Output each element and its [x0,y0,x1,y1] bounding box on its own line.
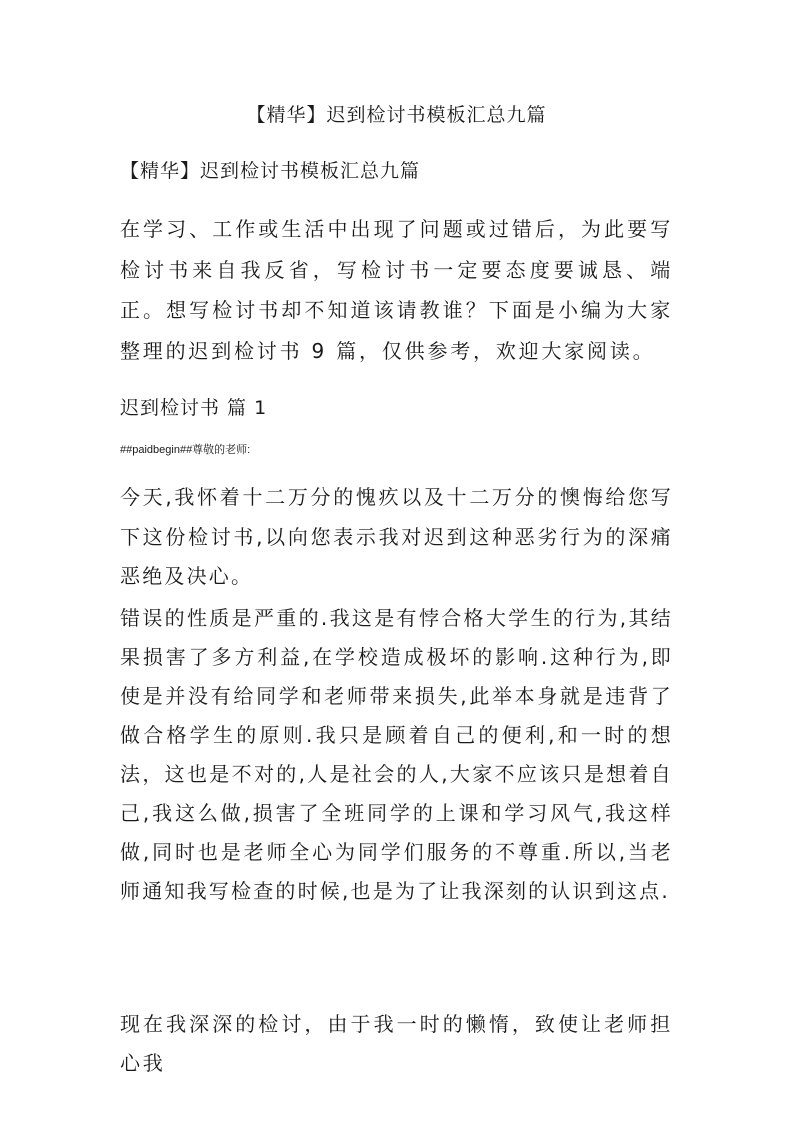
document-title: 【精华】迟到检讨书模板汇总九篇 [246,104,547,126]
section-heading: 迟到检讨书 篇 1 [120,397,268,419]
intro-paragraph: 在学习、工作或生活中出现了问题或过错后，为此要写检讨书来自我反省，写检讨书一定要态度要诚恳、端正。想写检讨书却不知道该请教谁？下面是小编为大家整理的迟到检讨书 9 篇，仅供参考，欢迎大家阅读。 [120,217,673,363]
salutation-line: ##paidbegin##尊敬的老师: [120,444,251,456]
body-paragraph-2: 错误的性质是严重的.我这是有悖合格大学生的行为,其结果损害了多方利益,在学校造成极坏的影响.这种行为,即使是并没有给同学和老师带来损失,此举本身就是违背了做合格学生的原则.我只是顾着自己的便利,和一时的想法，这也是不对的,人是社会的人,大家不应该只是想着自己,我这么做,损害了全班同学的上课和学习风气,我这样做,同时也是老师全心为同学们服务的不尊重.所以,当老师通知我写检查的时候,也是为了让我深刻的认识到这点. [120,606,673,903]
body-paragraph-3: 现在我深深的检讨，由于我一时的懒惰，致使让老师担心我 [120,1012,673,1075]
document-subtitle: 【精华】迟到检讨书模板汇总九篇 [120,160,421,182]
body-paragraph-1: 今天,我怀着十二万分的愧疚以及十二万分的懊悔给您写下这份检讨书,以向您表示我对迟到这种恶劣行为的深痛恶绝及决心。 [120,485,673,588]
